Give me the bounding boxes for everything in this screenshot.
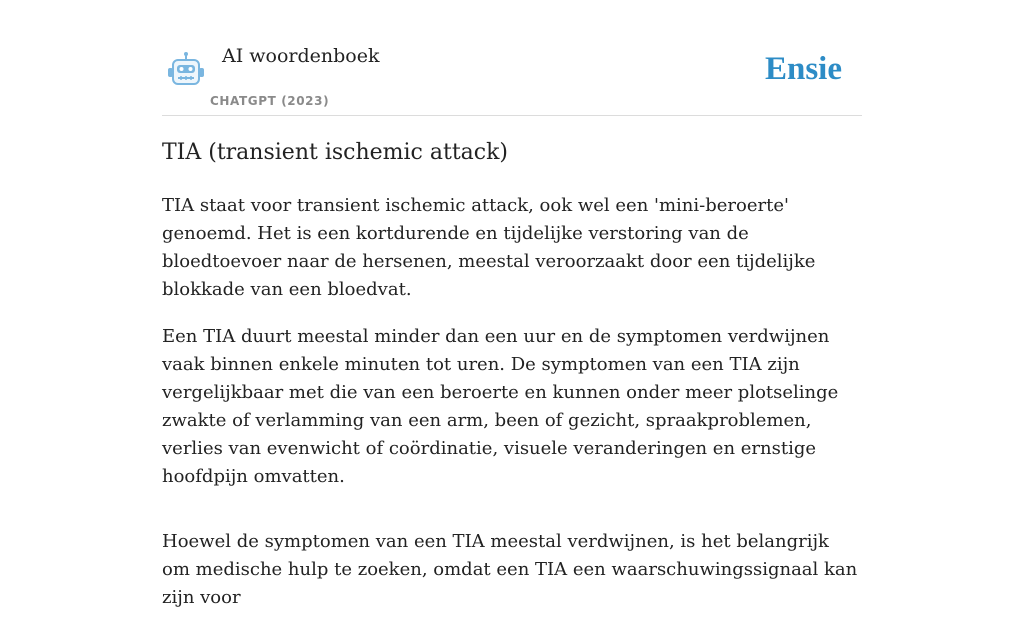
definition-paragraph: Een TIA duurt meestal minder dan een uur en de symptomen verdwijnen vaak binnen enkele minuten tot uren. De symptomen van een TIA zijn vergelijkbaar met die van een beroerte en kunnen onder meer plotselinge zwakte of verlamming van een arm, been of gezicht, spraakproblemen, verlies van evenwicht of coördinatie, visuele veranderingen en ernstige hoofdpijn omvatten.	[162, 326, 839, 487]
brand-logo[interactable]: Ensie	[764, 51, 842, 87]
source-subtitle: CHATGPT (2023)	[210, 94, 330, 108]
definition-paragraph: TIA staat voor transient ischemic attack, ook wel een 'mini-beroerte' genoemd. Het is een kortdurende en tijdelijke verstoring van de bloedtoevoer naar de hersenen, meestal veroorzaakt door een tijdelijke blokkade van een bloedvat.	[162, 195, 816, 300]
entry-term-title: TIA (transient ischemic attack)	[162, 140, 509, 165]
entry-definition	[162, 192, 862, 631]
definition-paragraph: Hoewel de symptomen van een TIA meestal verdwijnen, is het belangrijk om medische hulp te zoeken, omdat een TIA een waarschuwingssignaal kan zijn voor	[162, 531, 858, 608]
source-title-link[interactable]: AI woordenboek	[222, 45, 380, 67]
entry-header	[162, 40, 862, 116]
robot-icon	[166, 51, 206, 91]
